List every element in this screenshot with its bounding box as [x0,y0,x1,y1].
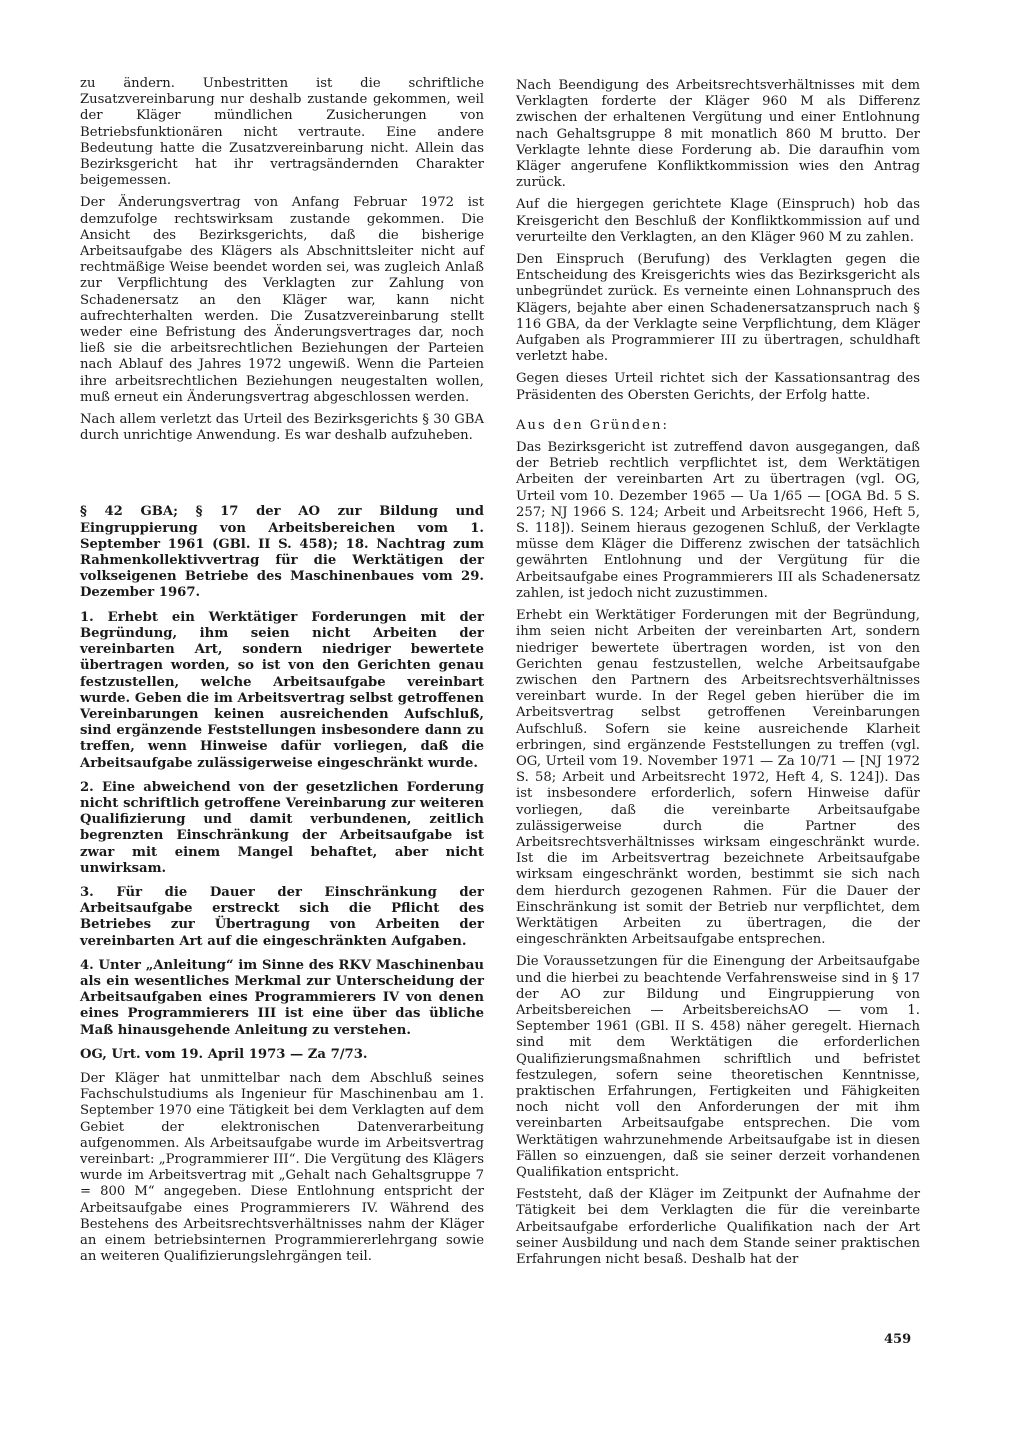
headnote-2: 2. Eine abweichend von der gesetzlichen Forderung nicht schriftlich getroffene Vereinbarung zur weiteren Qualifizierung und damit verbundenen, zeitlich begrenzten Einschränkung der Arbeitsaufgabe ist zwar mit einem Mangel behaftet, aber nicht unwirksam. [80,779,484,876]
paragraph: Die Voraussetzungen für die Einengung der Arbeitsaufgabe und die hierbei zu beachtende Verfahrensweise sind in § 17 der AO zur Bildung und Eingruppierung von Arbeitsbereichen — ArbeitsbereichsAO — vom 1. September 1961 (GBl. II S. 458) näher geregelt. Hiernach sind mit dem Werktätigen die erforderlichen Qualifizierungsmaßnahmen schriftlich und befristet festzulegen, sofern seine theoretischen Kenntnisse, praktischen Erfahrungen, Fertigkeiten und Fähigkeiten noch nicht voll den Anforderungen der mit ihm vereinbarten Arbeitsaufgabe entsprechen. Die vom Werktätigen wahrzunehmende Arbeitsaufgabe ist in diesen Fällen so einzuengen, daß sie seiner derzeit vorhandenen Qualifikation entspricht. [516,954,920,1180]
legal-norms-heading: § 42 GBA; § 17 der AO zur Bildung und Eingruppierung von Arbeitsbereichen vom 1. September 1961 (GBl. II S. 458); 18. Nachtrag zum Rahmenkollektivvertrag für die Werktätigen der volkseigenen Betriebe des Maschinenbaues vom 29. Dezember 1967. [80,504,484,601]
headnote-4: 4. Unter „Anleitung“ im Sinne des RKV Maschinenbau als ein wesentliches Merkmal zur Unterscheidung der Arbeitsaufgaben eines Programmierers IV von denen eines Programmierers III ist eine über das übliche Maß hinausgehende Anleitung zu verstehen. [80,957,484,1038]
paragraph: Der Kläger hat unmittelbar nach dem Abschluß seines Fachschulstudiums als Ingenieur für Maschinenbau am 1. September 1970 eine Tätigkeit bei dem Verklagten auf dem Gebiet der elektronischen Datenverarbeitung aufgenommen. Als Arbeitsaufgabe wurde im Arbeitsvertrag vereinbart: „Programmierer III“. Die Vergütung des Klägers wurde im Arbeitsvertrag mit „Gehalt nach Gehaltsgruppe 7 = 800 M“ angegeben. Diese Entlohnung entspricht der Arbeitsaufgabe eines Programmierers IV. Während des Bestehens des Arbeitsrechtsverhältnisses nahm der Kläger an einem betriebsinternen Programmiererlehrgang sowie an weiteren Qualifizierungslehrgängen teil. [80,1070,484,1265]
paragraph: Feststeht, daß der Kläger im Zeitpunkt der Aufnahme der Tätigkeit bei dem Verklagten die für die vereinbarte Arbeitsaufgabe erforderliche Qualifikation nach der Art seiner Ausbildung und nach dem Stande seiner praktischen Erfahrungen nicht besaß. Deshalb hat der [516,1187,920,1268]
paragraph: Auf die hiergegen gerichtete Klage (Einspruch) hob das Kreisgericht den Beschluß der Konfliktkommission auf und verurteilte den Verklagten, an den Kläger 960 M zu zahlen. [516,197,920,245]
headnote-1: 1. Erhebt ein Werktätiger Forderungen mit der Begründung, ihm seien nicht Arbeiten der vereinbarten Art, sondern niedriger bewertete übertragen worden, so ist von den Gerichten genau festzustellen, welche Arbeitsaufgabe vereinbart wurde. Geben die im Arbeitsvertrag selbst getroffenen Vereinbarungen keinen ausreichenden Aufschluß, sind ergänzende Feststellungen insbesondere dann zu treffen, wenn Hinweise dafür vorliegen, daß die Arbeitsaufgabe zulässigerweise eingeschränkt wurde. [80,609,484,771]
section-title: Aus den Gründen: [516,417,669,433]
paragraph: Gegen dieses Urteil richtet sich der Kassationsantrag des Präsidenten des Obersten Gerichts, der Erfolg hatte. [516,371,920,403]
paragraph: Nach Beendigung des Arbeitsrechtsverhältnisses mit dem Verklagten forderte der Kläger 960 M als Differenz zwischen der erhaltenen Vergütung und einer Entlohnung nach Gehaltsgruppe 8 mit monatlich 860 M brutto. Der Verklagte lehnte diese Forderung ab. Die daraufhin vom Kläger angerufene Konfliktkommission wies den Antrag zurück. [516,78,920,191]
paragraph: Erhebt ein Werktätiger Forderungen mit der Begründung, ihm seien nicht Arbeiten der vereinbarten Art, sondern niedriger bewertete übertragen worden, ist von den Gerichten genau festzustellen, welche Arbeitsaufgabe zwischen den Partnern des Arbeitsrechtsverhältnisses vereinbart wurde. In der Regel geben hierüber die im Arbeitsvertrag selbst getroffenen Vereinbarungen Aufschluß. Sofern sie keine ausreichende Klarheit erbringen, sind ergänzende Feststellungen zu treffen (vgl. OG, Urteil vom 19. November 1971 — Za 10/71 — [NJ 1972 S. 58; Arbeit und Arbeitsrecht 1972, Heft 4, S. 124]). Das ist insbesondere erforderlich, sofern Hinweise dafür vorliegen, daß die vereinbarte Arbeitsaufgabe zulässigerweise durch die Partner des Arbeitsrechtsverhältnisses wirksam eingeschränkt wurde. Ist die im Arbeitsvertrag bezeichnete Arbeitsaufgabe wirksam eingeschränkt worden, bestimmt sie sich nach dem hierdurch gezogenen Rahmen. Für die Dauer der Einschränkung ist somit der Betrieb nur verpflichtet, dem Werktätigen Arbeiten zu übertragen, die der eingeschränkten Arbeitsaufgabe entsprechen. [516,608,920,948]
paragraph: Den Einspruch (Berufung) des Verklagten gegen die Entscheidung des Kreisgerichts wies das Bezirksgericht als unbegründet zurück. Es verneinte einen Lohnanspruch des Klägers, bejahte aber einen Schadenersatzanspruch nach § 116 GBA, da der Verklagte seine Verpflichtung, dem Kläger Aufgaben als Programmierer III zu übertragen, schuldhaft verletzt habe. [516,252,920,365]
decision-header [80,504,484,1063]
paragraph: Das Bezirksgericht ist zutreffend davon ausgegangen, daß der Betrieb rechtlich verpflichtet ist, dem Werktätigen Arbeiten der vereinbarten Art zu übertragen (vgl. OG, Urteil vom 10. Dezember 1965 — Ua 1/65 — [OGA Bd. 5 S. 257; NJ 1966 S. 124; Arbeit und Arbeitsrecht 1966, Heft 5, S. 118]). Seinem hieraus gezogenen Schluß, der Verklagte müsse dem Kläger die Differenz zwischen der tatsächlich gewährten Entlohnung und der Vergütung für die Arbeitsaufgabe eines Programmierers III als Schadenersatz zahlen, ist jedoch nicht zuzustimmen. [516,440,920,601]
paragraph: Der Änderungsvertrag von Anfang Februar 1972 ist demzufolge rechtswirksam zustande gekommen. Die Ansicht des Bezirksgerichts, daß die bisherige Arbeitsaufgabe des Klägers als Abschnittsleiter nicht auf rechtmäßige Weise beendet worden sei, was zugleich Anlaß zur Verpflichtung des Verklagten zur Zahlung von Schadenersatz an den Kläger war, kann nicht aufrechterhalten werden. Die Zusatzvereinbarung stellt weder eine Befristung des Änderungsvertrages dar, noch ließ sie die arbeitsrechtlichen Beziehungen der Parteien nach Ablauf des Jahres 1972 ungewiß. Wenn die Parteien ihre arbeitsrechtlichen Beziehungen neugestalten wollen, muß erneut ein Änderungsvertrag abgeschlossen werden. [80,195,484,405]
page-number: 459 [884,1332,912,1347]
headnote-3: 3. Für die Dauer der Einschränkung der Arbeitsaufgabe erstreckt sich die Pflicht des Betriebes zur Übertragung von Arbeiten der vereinbarten Art auf die eingeschränkten Aufgaben. [80,884,484,949]
paragraph: Nach allem verletzt das Urteil des Bezirksgerichts § 30 GBA durch unrichtige Anwendung. Es war deshalb aufzuheben. [80,412,484,444]
right-column [516,78,920,1274]
left-column [80,76,484,1271]
court-reference: OG, Urt. vom 19. April 1973 — Za 7/73. [80,1046,368,1062]
paragraph: zu ändern. Unbestritten ist die schriftliche Zusatzvereinbarung nur deshalb zustande gekommen, weil der Kläger mündlichen Zusicherungen von Betriebsfunktionären nicht vertraute. Eine andere Bedeutung hatte die Zusatzvereinbarung nicht. Allein das Bezirksgericht hat ihr vertragsändernden Charakter beigemessen. [80,76,484,189]
